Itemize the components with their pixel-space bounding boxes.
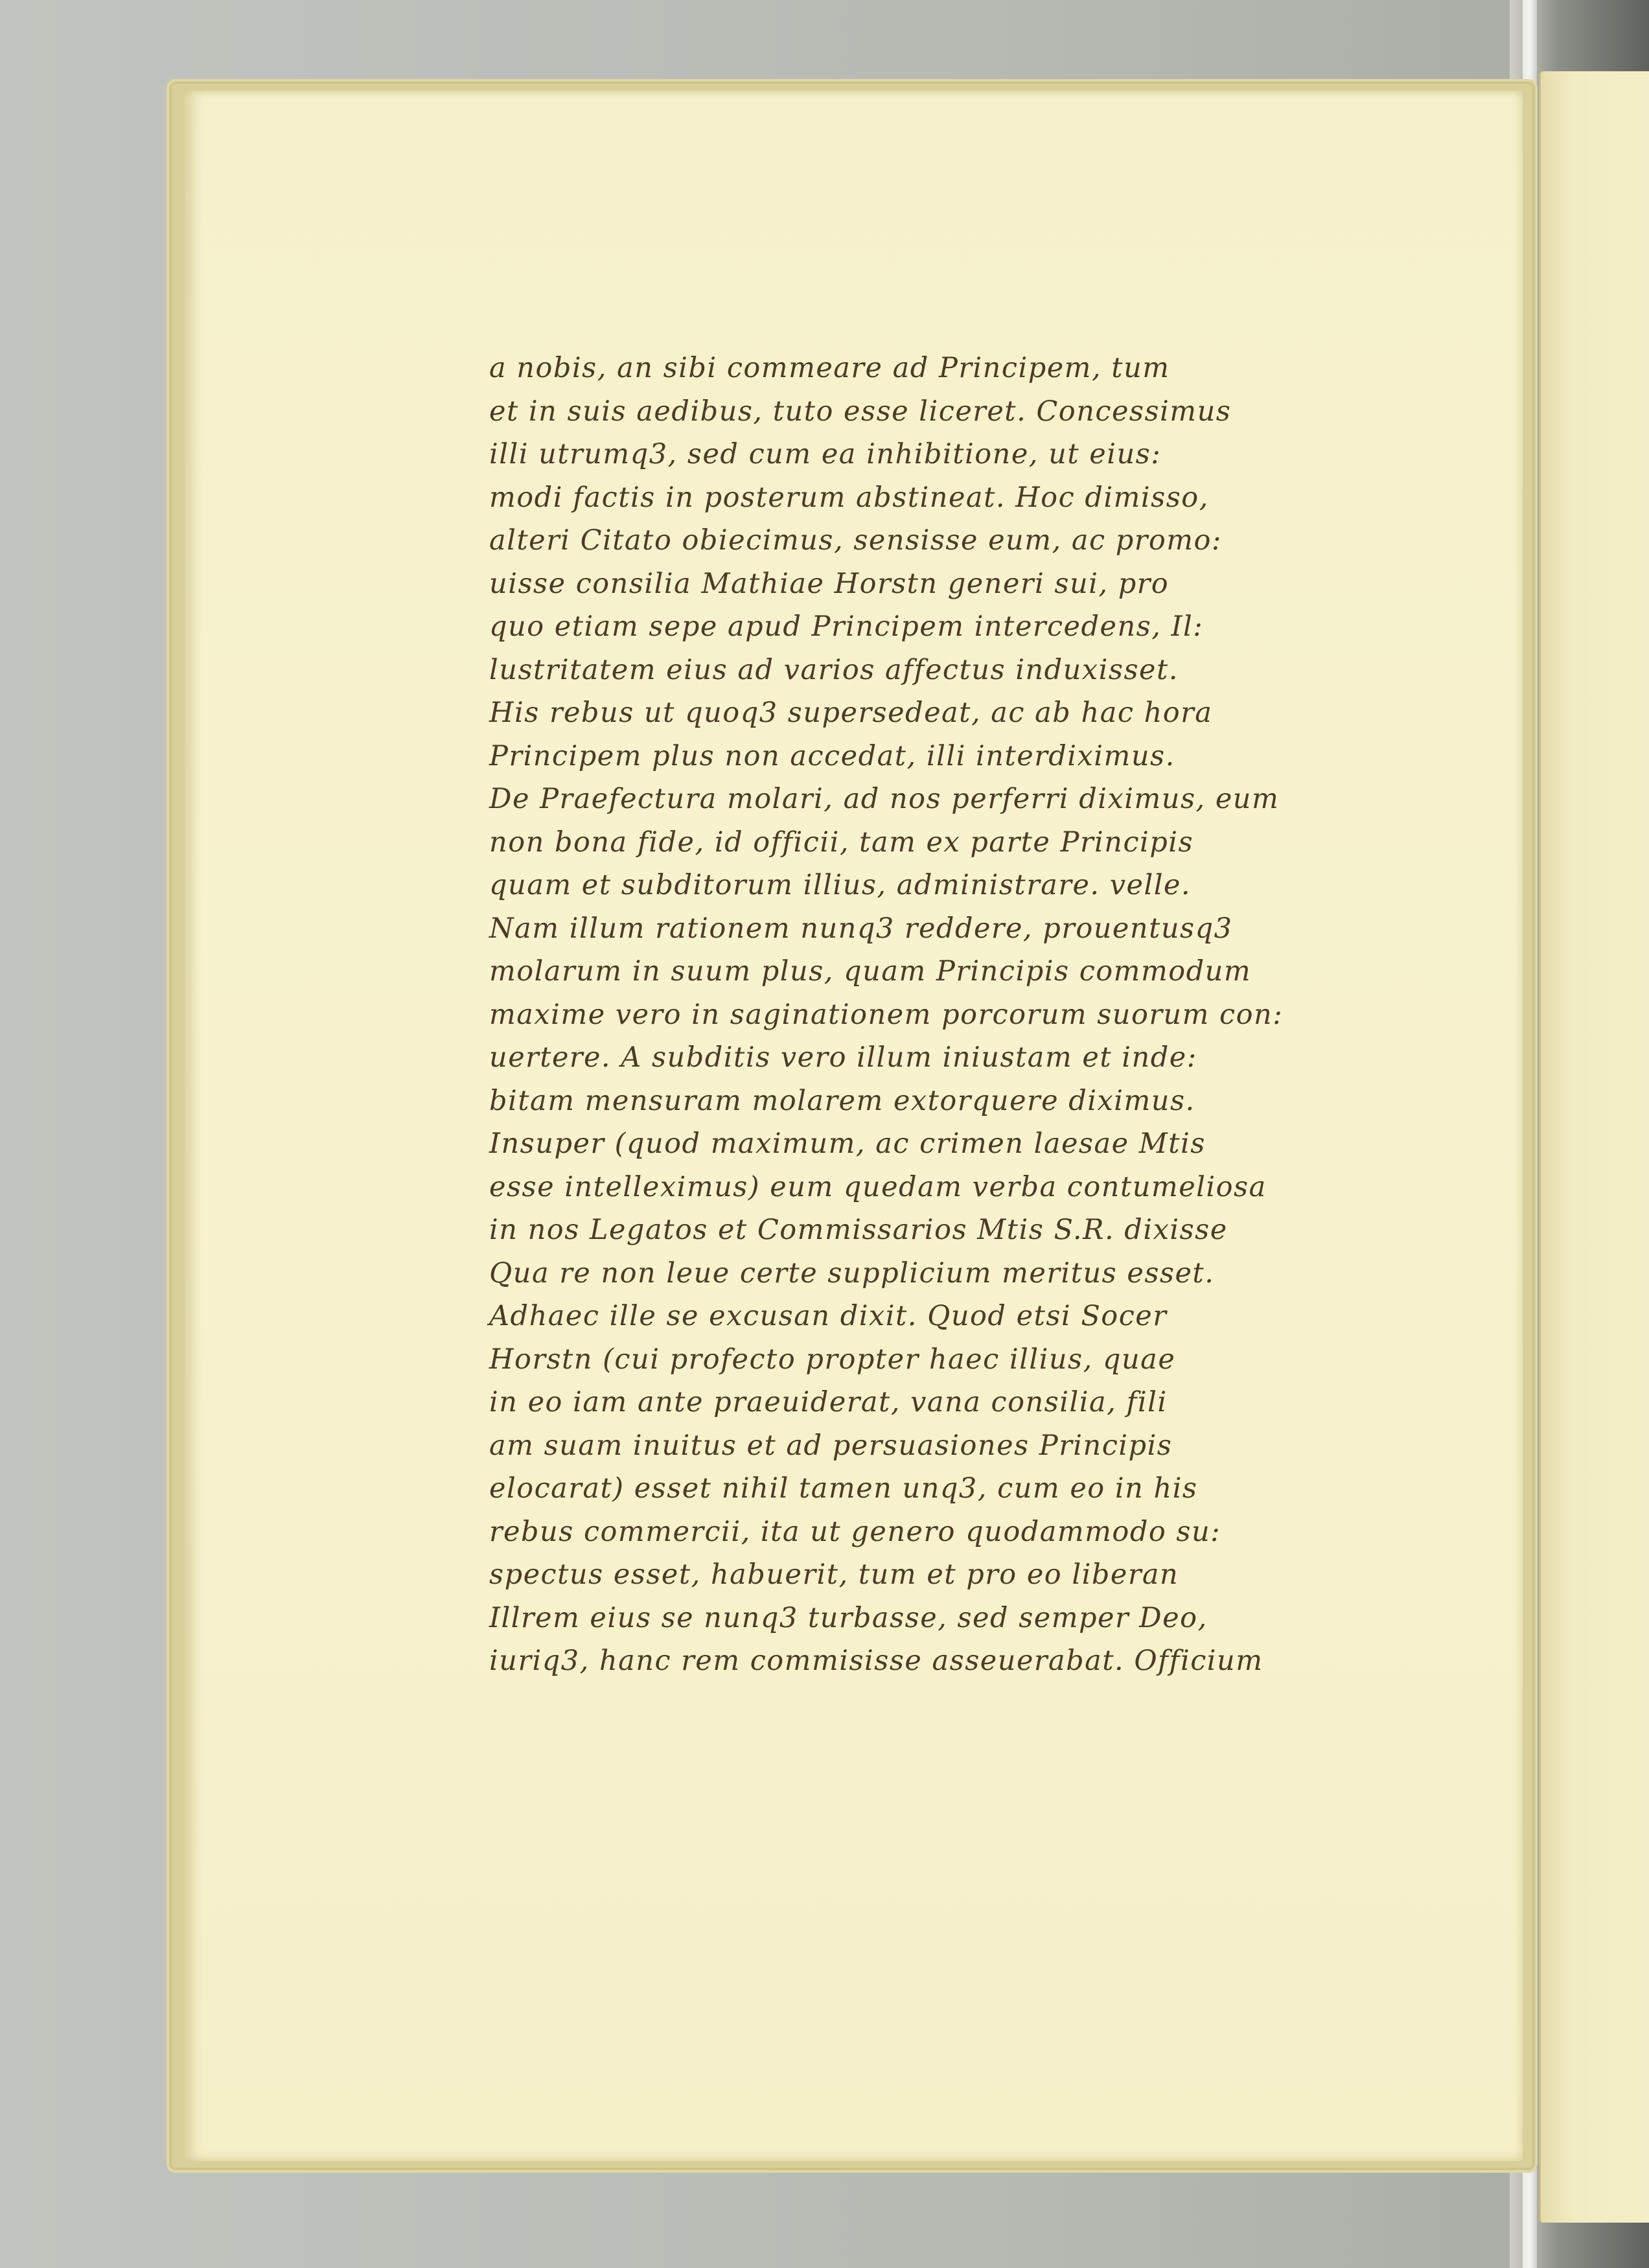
text-line: Adhaec ille se excusan dixit. Quod etsi Socer [489, 1300, 1168, 1332]
text-line: Qua re non leue certe supplicium meritus esset. [489, 1256, 1215, 1290]
text-line: uisse consilia Mathiae Horstn generi sui, pro [489, 567, 1170, 600]
text-line: Illrem eius se nunq3 turbasse, sed semper Deo, [489, 1601, 1208, 1634]
text-line: uertere. A subditis vero illum iniustam et inde: [489, 1041, 1197, 1074]
text-line: Horstn (cui profecto propter haec illius, quae [489, 1343, 1176, 1376]
text-line: lustritatem eius ad varios affectus induxisset. [489, 653, 1179, 686]
text-line: quo etiam sepe apud Principem intercedens, Il: [489, 610, 1204, 643]
text-line: modi factis in posterum abstineat. Hoc dimisso, [489, 481, 1209, 514]
text-line: et in suis aedibus, tuto esse liceret. Concessimus [489, 395, 1232, 428]
manuscript-text [489, 347, 1332, 1683]
text-line: quam et subditorum illius, administrare. velle. [489, 869, 1192, 901]
text-line: Principem plus non accedat, illi interdiximus. [489, 739, 1175, 772]
text-line: molarum in suum plus, quam Principis commodum [489, 955, 1252, 988]
text-line: iuriq3, hanc rem commisisse asseuerabat. Officium [489, 1645, 1263, 1677]
facing-page-edge [1539, 71, 1649, 2223]
text-line: maxime vero in saginationem porcorum suorum con: [489, 998, 1284, 1031]
text-line: spectus esset, habuerit, tum et pro eo liberan [489, 1558, 1179, 1591]
text-line: esse intelleximus) eum quedam verba contumeliosa [489, 1170, 1267, 1203]
text-line: De Praefectura molari, ad nos perferri diximus, eum [489, 783, 1280, 815]
text-line: rebus commercii, ita ut genero quodammodo su: [489, 1515, 1221, 1548]
text-line: elocarat) esset nihil tamen unq3, cum eo in his [489, 1472, 1198, 1505]
text-line: in nos Legatos et Commissarios Mtis S.R. dixisse [489, 1214, 1228, 1246]
text-line: Insuper (quod maximum, ac crimen laesae Mtis [489, 1128, 1206, 1160]
text-line: His rebus ut quoq3 supersedeat, ac ab hac hora [489, 697, 1213, 729]
text-line: bitam mensuram molarem extorquere diximus. [489, 1084, 1195, 1117]
text-line: non bona fide, id officii, tam ex parte Principis [489, 826, 1194, 859]
text-line: alteri Citato obiecimus, sensisse eum, ac promo: [489, 524, 1222, 557]
text-line: in eo iam ante praeuiderat, vana consilia, fili [489, 1386, 1168, 1418]
text-line: Nam illum rationem nunq3 reddere, prouentusq3 [489, 912, 1233, 945]
text-line: a nobis, an sibi commeare ad Principem, tum [489, 352, 1170, 384]
text-line: am suam inuitus et ad persuasiones Principis [489, 1429, 1173, 1462]
text-line: illi utrumq3, sed cum ea inhibitione, ut eius: [489, 438, 1162, 470]
